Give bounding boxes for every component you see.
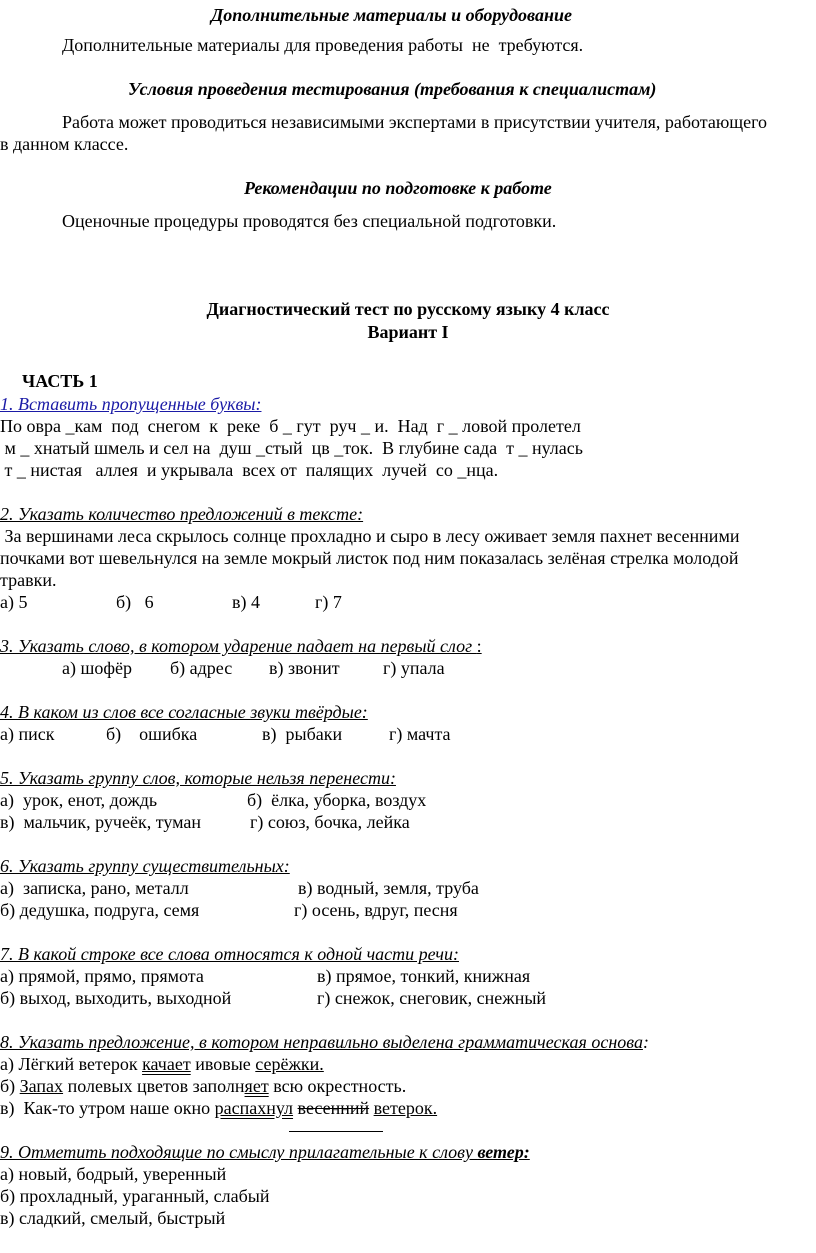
q3-option-b: б) адрес <box>170 658 233 678</box>
q8-title-line <box>0 1031 649 1053</box>
q9-option-v: в) сладкий, смелый, быстрый <box>0 1208 226 1228</box>
q4-option-b: б) ошибка <box>106 724 198 744</box>
conditions-text-line2: в данном классе. <box>0 134 129 154</box>
q6-option-v: в) водный, земля, труба <box>298 878 479 898</box>
q1-line: По овра _кам под снегом к реке б _ гут руч _ и. Над г _ ловой пролетел <box>0 416 581 436</box>
q5-option-a: а) урок, енот, дождь <box>0 790 158 810</box>
q1-line: м _ хнатый шмель и сел на душ _стый цв _ток. В глубине сада т _ нулась <box>0 438 583 458</box>
q3-option-a: а) шофёр <box>62 658 132 678</box>
q3-option-g: г) упала <box>383 658 445 678</box>
q6-option-a: а) записка, рано, металл <box>0 878 189 898</box>
q1-line: т _ нистая аллея и укрывала всех от палящих лучей со _нца. <box>0 460 499 480</box>
q5-title: 5. Указать группу слов, которые нельзя перенести: <box>0 768 396 788</box>
q2-option-v: в) 4 <box>232 592 260 612</box>
q2-option-a: а) 5 <box>0 592 28 612</box>
test-title: Диагностический тест по русскому языку 4 класс <box>206 299 610 319</box>
q2-option-b: б) 6 <box>116 592 154 612</box>
materials-text: Дополнительные материалы для проведения работы не требуются. <box>62 35 584 55</box>
conditions-heading: Условия проведения тестирования (требования к специалистам) <box>128 79 657 99</box>
q8-option-a <box>0 1053 324 1075</box>
q2-line: травки. <box>0 570 57 590</box>
q2-title: 2. Указать количество предложений в тексте: <box>0 504 364 524</box>
q3-option-v: в) звонит <box>269 658 340 678</box>
q4-title: 4. В каком из слов все согласные звуки твёрдые: <box>0 702 368 722</box>
q2-option-g: г) 7 <box>315 592 342 612</box>
q9-title: 9. Отметить подходящие по смыслу прилагательные к слову <box>0 1142 478 1162</box>
q8-colon: : <box>642 1032 649 1052</box>
q7-title: 7. В какой строке все слова относятся к одной части речи: <box>0 944 459 964</box>
q2-line: За вершинами леса скрылось солнце прохладно и сыро в лесу оживает земля пахнет весенними <box>0 526 740 546</box>
q5-option-b: б) ёлка, уборка, воздух <box>247 790 427 810</box>
q8-b-text: б) <box>0 1076 20 1096</box>
q7-option-g: г) снежок, снеговик, снежный <box>317 988 547 1008</box>
q2-line: почками вот шевельнулся на земле мокрый листок под ним показалась зелёная стрелка молодой <box>0 548 739 568</box>
part-heading: ЧАСТЬ 1 <box>22 371 98 391</box>
divider-line <box>289 1131 383 1132</box>
q1-title: 1. Вставить пропущенные буквы: <box>0 394 262 414</box>
q9-title-line <box>0 1141 530 1163</box>
q6-option-g: г) осень, вдруг, песня <box>294 900 458 920</box>
recommend-heading: Рекомендации по подготовке к работе <box>244 178 552 198</box>
q6-title: 6. Указать группу существительных: <box>0 856 290 876</box>
q8-title: 8. Указать предложение, в котором неправильно выделена грамматическая основа <box>0 1032 643 1052</box>
q8-a-subject: серёжки. <box>255 1054 324 1074</box>
q8-b-predicate-struck: в заполн <box>179 1076 245 1096</box>
q8-c-struck: весенний <box>297 1098 370 1118</box>
q8-c-text: в) Как-то утром наше окно <box>0 1098 215 1118</box>
q8-b-predicate: яет <box>244 1076 269 1096</box>
q8-b-text: полевых цвето <box>63 1076 180 1096</box>
q6-option-b: б) дедушка, подруга, семя <box>0 900 200 920</box>
q4-option-v: в) рыбаки <box>262 724 343 744</box>
materials-heading: Дополнительные материалы и оборудование <box>211 5 572 25</box>
q8-option-b <box>0 1075 406 1097</box>
q8-a-predicate: качает <box>142 1054 191 1074</box>
q9-keyword: ветер: <box>477 1142 530 1162</box>
q8-b-text: всю окрестность. <box>268 1076 407 1096</box>
q8-c-subject: ветерок. <box>373 1098 438 1118</box>
conditions-text-line1: Работа может проводиться независимыми экспертами в присутствии учителя, работающего <box>62 112 768 132</box>
q5-option-g: г) союз, бочка, лейка <box>250 812 410 832</box>
q7-option-a: а) прямой, прямо, прямота <box>0 966 204 986</box>
q5-option-v: в) мальчик, ручеёк, туман <box>0 812 201 832</box>
q8-option-c <box>0 1097 437 1119</box>
q4-option-a: а) писк <box>0 724 55 744</box>
recommend-text: Оценочные процедуры проводятся без специальной подготовки. <box>62 211 557 231</box>
q8-a-text: а) Лёгкий ветерок <box>0 1054 143 1074</box>
q7-option-b: б) выход, выходить, выходной <box>0 988 232 1008</box>
q9-option-b: б) прохладный, ураганный, слабый <box>0 1186 270 1206</box>
q9-option-a: а) новый, бодрый, уверенный <box>0 1164 227 1184</box>
test-variant: Вариант I <box>367 322 449 342</box>
q8-a-text: ивовые <box>190 1054 256 1074</box>
q3-title-line <box>0 635 482 657</box>
q8-c-predicate: распахнул <box>214 1098 294 1118</box>
q3-colon: : <box>476 636 482 656</box>
q8-b-subject: Запах <box>19 1076 64 1096</box>
q4-option-g: г) мачта <box>389 724 451 744</box>
q3-title: 3. Указать слово, в котором ударение падает на первый слог <box>0 636 477 656</box>
q7-option-v: в) прямое, тонкий, книжная <box>317 966 531 986</box>
